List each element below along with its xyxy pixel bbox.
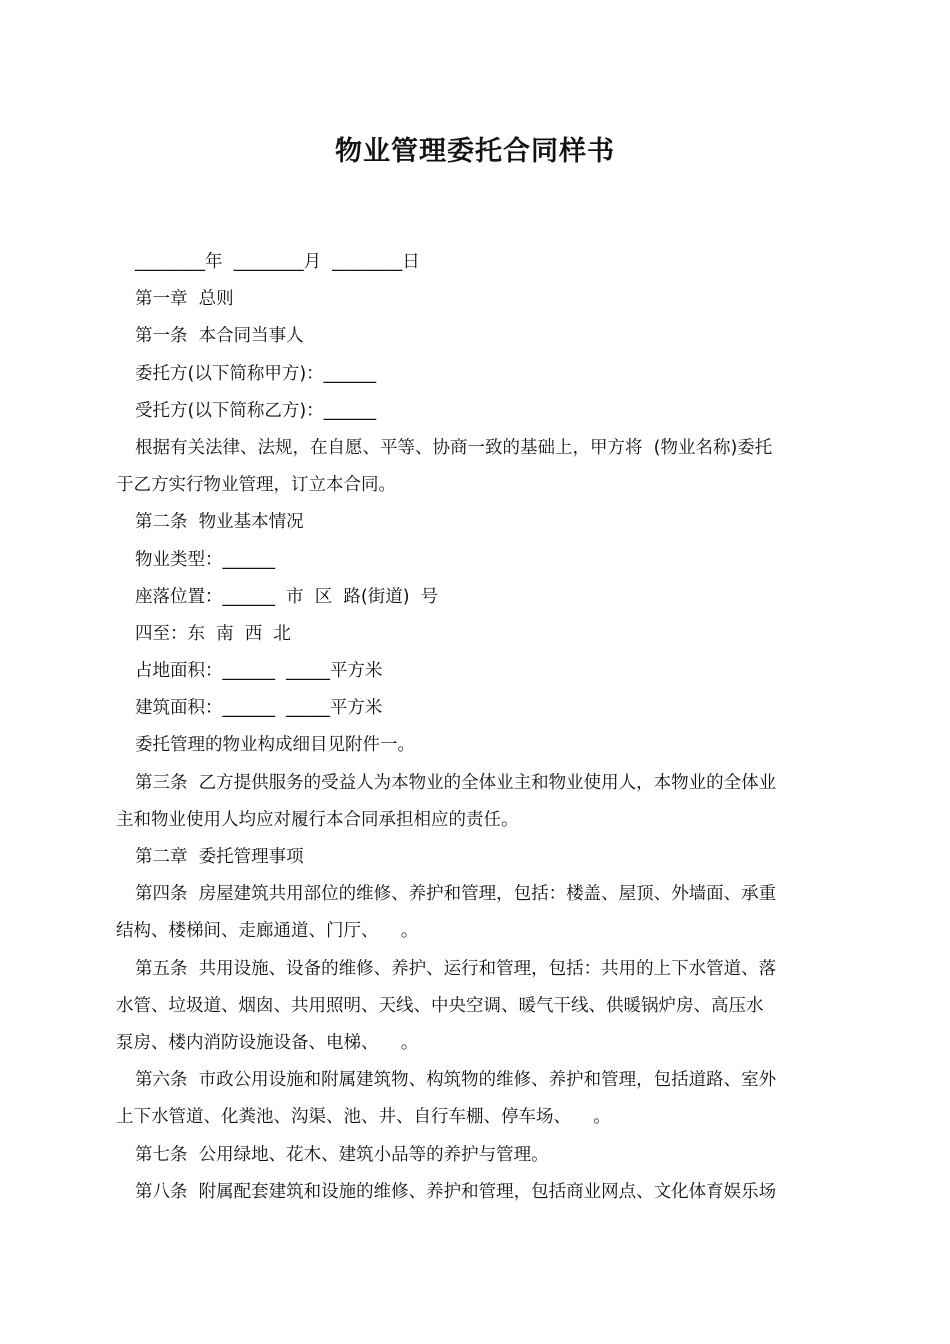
- text-line: 物业类型：______: [135, 549, 275, 570]
- text-line: 建筑面积：______ _____平方米: [135, 698, 383, 719]
- text-line: 第四条 房屋建筑共用部位的维修、养护和管理，包括：楼盖、屋顶、外墙面、承重: [135, 884, 777, 905]
- text-line: 结构、楼梯间、走廊通道、门厅、 。: [116, 921, 419, 942]
- text-line: 泵房、楼内消防设施设备、电梯、 。: [116, 1032, 419, 1053]
- text-line: 座落位置：______ 市 区 路(街道) 号: [135, 586, 439, 607]
- text-line: 委托管理的物业构成细目见附件一。: [135, 735, 415, 756]
- text-line: 第二条 物业基本情况: [135, 512, 304, 533]
- text-line: 四至：东 南 西 北: [135, 623, 291, 644]
- text-line: 第二章 委托管理事项: [135, 847, 304, 867]
- text-line: 上下水管道、化粪池、沟渠、池、井、自行车棚、停车场、 。: [116, 1107, 611, 1128]
- text-line: 第五条 共用设施、设备的维修、养护、运行和管理，包括：共用的上下水管道、落: [135, 958, 777, 979]
- text-line: 主和物业使用人均应对履行本合同承担相应的责任。: [116, 809, 519, 830]
- text-line: 第一章 总则: [135, 289, 234, 310]
- text-line: 第七条 公用绿地、花木、建筑小品等的养护与管理。: [135, 1144, 549, 1165]
- text-line: 第三条 乙方提供服务的受益人为本物业的全体业主和物业使用人，本物业的全体业: [135, 772, 777, 793]
- text-line: ________年 ________月 ________日: [135, 252, 420, 272]
- text-line: 委托方(以下简称甲方)：______: [135, 363, 377, 384]
- text-line: 占地面积：______ _____平方米: [135, 661, 383, 682]
- document-title: 物业管理委托合同样书: [335, 136, 615, 167]
- text-line: 根据有关法律、法规，在自愿、平等、协商一致的基础上，甲方将 (物业名称)委托: [135, 437, 773, 458]
- document-body: [116, 244, 834, 1211]
- text-line: 第八条 附属配套建筑和设施的维修、养护和管理，包括商业网点、文化体育娱乐场: [135, 1181, 777, 1202]
- text-line: 第一条 本合同当事人: [135, 326, 304, 347]
- text-line: 第六条 市政公用设施和附属建筑物、构筑物的维修、养护和管理，包括道路、室外: [135, 1070, 777, 1091]
- text-line: 于乙方实行物业管理，订立本合同。: [116, 475, 396, 496]
- text-line: 受托方(以下简称乙方)：______: [135, 400, 377, 421]
- text-line: 水管、垃圾道、烟囱、共用照明、天线、中央空调、暖气干线、供暖锅炉房、高压水: [116, 995, 764, 1016]
